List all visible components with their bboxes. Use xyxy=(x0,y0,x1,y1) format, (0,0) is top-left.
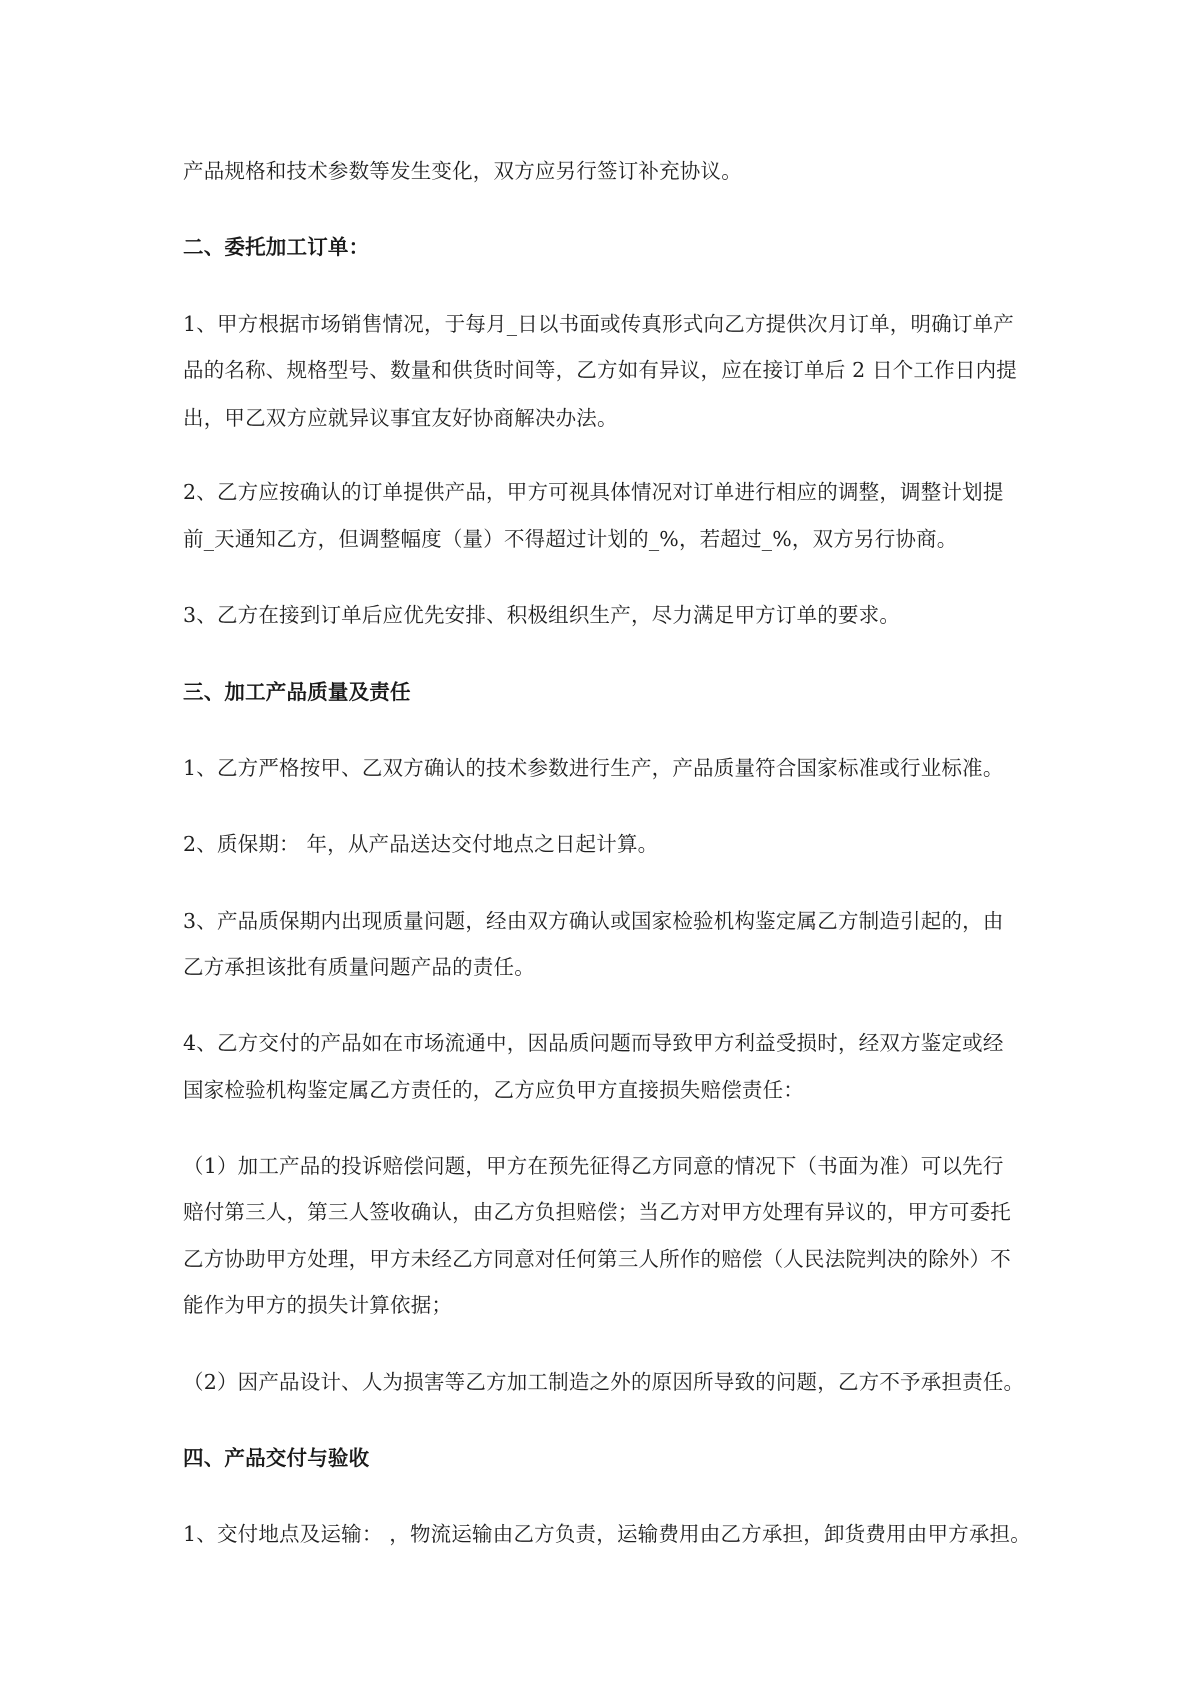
paragraph-line: 出，甲乙双方应就异议事宜友好协商解决办法。 xyxy=(183,406,618,430)
paragraph-line: 3、乙方在接到订单后应优先安排、积极组织生产，尽力满足甲方订单的要求。 xyxy=(183,603,901,627)
paragraph-line: 乙方承担该批有质量问题产品的责任。 xyxy=(183,955,535,979)
paragraph-line: 乙方协助甲方处理，甲方未经乙方同意对任何第三人所作的赔偿（人民法院判决的除外）不 xyxy=(183,1247,1011,1271)
paragraph-line: （2）因产品设计、人为损害等乙方加工制造之外的原因所导致的问题，乙方不予承担责任。 xyxy=(183,1370,1025,1394)
paragraph-line: 国家检验机构鉴定属乙方责任的，乙方应负甲方直接损失赔偿责任： xyxy=(183,1078,804,1102)
paragraph-line: 产品规格和技术参数等发生变化，双方应另行签订补充协议。 xyxy=(183,159,742,183)
paragraph-line: 3、产品质保期内出现质量问题，经由双方确认或国家检验机构鉴定属乙方制造引起的，由 xyxy=(183,909,1004,933)
section-heading-4: 四、产品交付与验收 xyxy=(183,1446,370,1470)
paragraph-line: 能作为甲方的损失计算依据； xyxy=(183,1293,453,1317)
paragraph-line: 2、质保期： 年，从产品送达交付地点之日起计算。 xyxy=(183,832,659,856)
paragraph-line: 4、乙方交付的产品如在市场流通中，因品质问题而导致甲方利益受损时，经双方鉴定或经 xyxy=(183,1031,1004,1055)
paragraph-line: 1、乙方严格按甲、乙双方确认的技术参数进行生产，产品质量符合国家标准或行业标准。 xyxy=(183,756,1004,780)
paragraph-line: 品的名称、规格型号、数量和供货时间等，乙方如有异议，应在接订单后 2 日个工作日内提 xyxy=(183,358,1017,382)
paragraph-line: 前_天通知乙方，但调整幅度（量）不得超过计划的_%，若超过_%，双方另行协商。 xyxy=(183,527,958,551)
paragraph-line: 赔付第三人，第三人签收确认，由乙方负担赔偿；当乙方对甲方处理有异议的，甲方可委托 xyxy=(183,1200,1011,1224)
paragraph-line: 1、甲方根据市场销售情况，于每月_日以书面或传真形式向乙方提供次月订单，明确订单产 xyxy=(183,312,1014,336)
paragraph-line: （1）加工产品的投诉赔偿问题，甲方在预先征得乙方同意的情况下（书面为准）可以先行 xyxy=(183,1154,1004,1178)
paragraph-line: 1、交付地点及运输： ，物流运输由乙方负责，运输费用由乙方承担，卸货费用由甲方承担。 xyxy=(183,1522,1031,1546)
section-heading-2: 二、委托加工订单： xyxy=(183,235,370,259)
section-heading-3: 三、加工产品质量及责任 xyxy=(183,680,411,704)
paragraph-line: 2、乙方应按确认的订单提供产品，甲方可视具体情况对订单进行相应的调整，调整计划提 xyxy=(183,480,1004,504)
